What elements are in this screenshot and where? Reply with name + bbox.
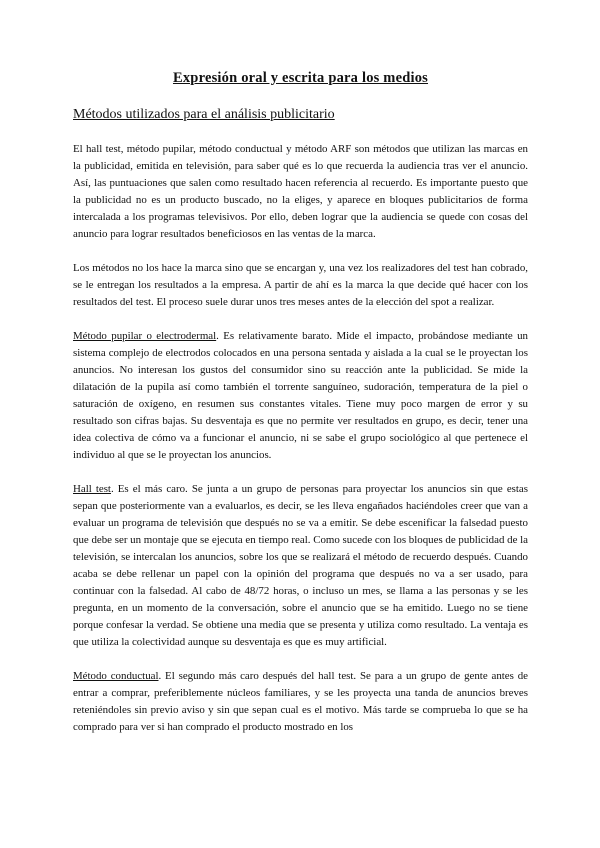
paragraph-intro-text: El hall test, método pupilar, método conductual y método ARF son métodos que utilizan las marcas en la publicidad, emitida en televisión, para saber qué es lo que recuerda la audiencia tras ver el anuncio. Así, las puntuaciones que salen como resultado hacen referencia al recuerdo. Es importante puesto que la publicidad no es un producto buscado, no la eliges, y aparece en bloques publicitarios de forma intercalada a los programas televisivos. Por ello, deben lograr que la audiencia se quede con cosas del anuncio para lograr resultados beneficiosos en las ventas de la marca. [73, 143, 528, 240]
section-heading: Métodos utilizados para el análisis publicitario [73, 107, 335, 122]
paragraph-conductual [73, 668, 528, 736]
run-in-heading-pupilar: Método pupilar o electrodermal [73, 330, 217, 342]
document-title: Expresión oral y escrita para los medios [172, 70, 429, 86]
paragraph-hall-test [73, 481, 528, 651]
paragraph-methods-process [73, 260, 528, 311]
paragraph-intro [73, 141, 528, 243]
run-in-heading-conductual: Método conductual [73, 670, 159, 682]
paragraph-hall-test-text: . Es el más caro. Se junta a un grupo de personas para proyectar los anuncios sin que estas sepan que posteriormente van a evaluarlos, es decir, se les lleva engañados haciéndoles creer que van a evaluar un programa de televisión que después no se va a emitir. Se debe escenificar la falsedad puesto que debe ser un montaje que se ejecuta en tiempo real. Como sucede con los bloques de publicidad de la televisión, se intercalan los anuncios, sobre los que se realizará el método de recuerdo después. Cuando acaba se debe rellenar un papel con la opinión del programa que después no va a ser usado, para continuar con la falsedad. Al cabo de 48/72 horas, o incluso un mes, se llama a las personas y se les pregunta, en un momento de la conversación, sobre el anuncio que se ha emitido. Luego no se tiene porque confesar la verdad. Se obtiene una media que se presenta y utiliza como resultado. La ventaja es que utiliza la colectividad aunque su desventaja es que es muy artificial. [73, 483, 528, 648]
paragraph-pupilar-text: . Es relativamente barato. Mide el impacto, probándose mediante un sistema complejo de electrodos colocados en una persona sentada y aislada a la cual se le proyectan los anuncios. No interesan los gustos del consumidor sino su reacción ante la publicidad. Se mide la dilatación de la pupila así como también el torrente sanguíneo, sudoración, temperatura de la piel o saturación de oxígeno, en resumen sus constantes vitales. Tiene muy poco margen de error y su resultado son cifras bajas. Su desventaja es que no permite ver resultados en grupo, es decir, tener una idea colectiva de cómo va a funcionar el anuncio, ni se sabe el grupo sociológico al que pertenece el individuo al que se le proyectan los anuncios. [73, 330, 528, 461]
paragraph-pupilar [73, 328, 528, 464]
document-page [73, 70, 528, 736]
paragraph-methods-process-text: Los métodos no los hace la marca sino que se encargan y, una vez los realizadores del test han cobrado, se le entregan los resultados a la empresa. A partir de ahí es la marca la que decide qué hacer con los resultados del test. El proceso suele durar unos tres meses antes de la elección del spot a realizar. [73, 262, 528, 308]
paragraph-conductual-text: . El segundo más caro después del hall test. Se para a un grupo de gente antes de entrar a comprar, preferiblemente núcleos familiares, y se les proyecta una tanda de anuncios breves reteniéndoles sin previo aviso y sin que sepan cual es el motivo. Más tarde se comprueba lo que se ha comprado para ver si han comprado el producto mostrado en los [73, 670, 528, 733]
run-in-heading-hall-test: Hall test [73, 483, 111, 495]
